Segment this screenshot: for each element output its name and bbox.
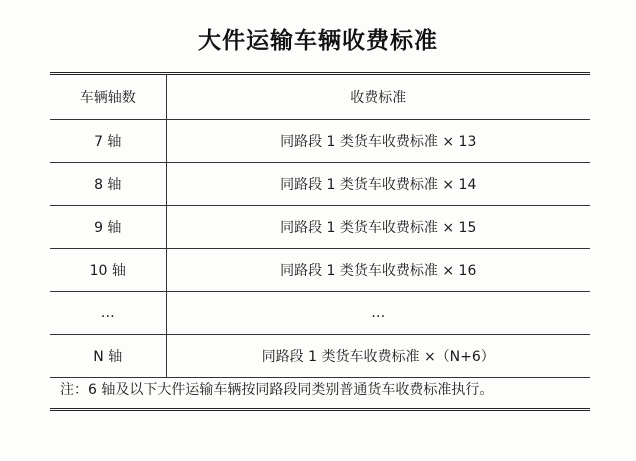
fee-standard-cell: 同路段 1 类货车收费标准 × 13 xyxy=(166,120,590,163)
table-row xyxy=(50,249,590,292)
axle-count-cell: 10 轴 xyxy=(50,249,166,292)
table-row xyxy=(50,292,590,335)
header-fee-standard: 收费标准 xyxy=(166,74,590,120)
fee-standard-cell: 同路段 1 类货车收费标准 × 16 xyxy=(166,249,590,292)
table-row xyxy=(50,163,590,206)
table-row xyxy=(50,335,590,378)
fee-standard-cell: 同路段 1 类货车收费标准 ×（N+6） xyxy=(166,335,590,378)
axle-count-cell: … xyxy=(50,292,166,335)
axle-count-cell: 8 轴 xyxy=(50,163,166,206)
axle-count-cell: 7 轴 xyxy=(50,120,166,163)
table-footnote: 注：6 轴及以下大件运输车辆按同路段同类别普通货车收费标准执行。 xyxy=(60,382,494,398)
fee-standard-cell: 同路段 1 类货车收费标准 × 15 xyxy=(166,206,590,249)
table-header-row xyxy=(50,74,590,120)
fee-standard-table xyxy=(50,72,590,378)
bottom-double-rule xyxy=(50,408,590,411)
fee-standard-cell: … xyxy=(166,292,590,335)
table-row xyxy=(50,120,590,163)
axle-count-cell: 9 轴 xyxy=(50,206,166,249)
fee-standard-cell: 同路段 1 类货车收费标准 × 14 xyxy=(166,163,590,206)
axle-count-cell: N 轴 xyxy=(50,335,166,378)
table-row xyxy=(50,206,590,249)
page-title: 大件运输车辆收费标准 xyxy=(198,27,438,54)
header-axle-count: 车辆轴数 xyxy=(50,74,166,120)
